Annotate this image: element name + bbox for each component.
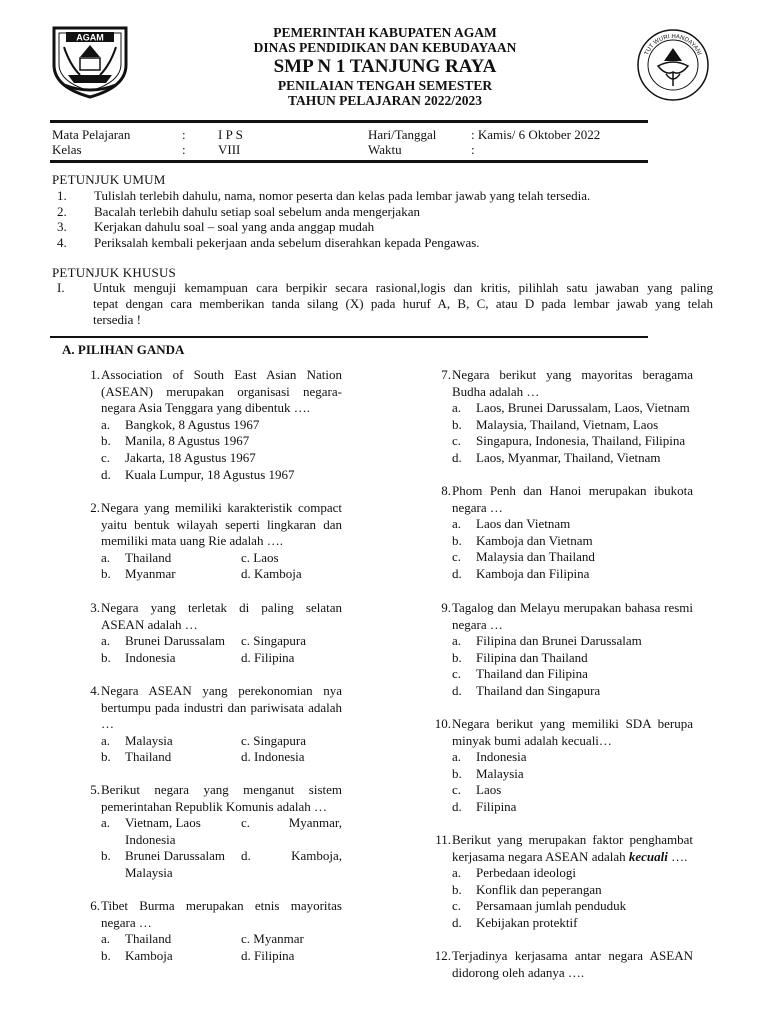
question-text: Terjadinya kerjasama antar negara ASEAN didorong oleh adanya ….	[452, 948, 693, 980]
option-b[interactable]: b. Filipina dan Thailand	[452, 649, 588, 665]
subject-label: Mata Pelajaran	[52, 127, 131, 142]
question-11: 11. Berikut yang merupakan faktor penghambat kerjasama negara ASEAN adalah kecuali …. a. Perbedaan ideologi b. Konflik dan peperangan c. Persamaan jumlah penduduk d. Kebijakan protektif	[435, 832, 693, 930]
time-value: :	[471, 142, 475, 157]
question-1: 1. Association of South East Asian Nation (ASEAN) merupakan organisasi negara-negara Asia Tenggara yang dibentuk …. a. Bangkok, 8 Agustus 1967 b. Manila, 8 Agustus 1967 c. Jakarta, 18 Agustus 1967 d. Kuala Lumpur, 18 Agustus 1967	[90, 367, 342, 482]
question-3: 3. Negara yang terletak di paling selatan ASEAN adalah … a. Brunei Darussalam c. Singapura b. Indonesia d. Filipina	[90, 600, 342, 665]
option-c[interactable]: c. Laos	[452, 782, 502, 798]
question-text: Berikut negara yang menganut sistem pemerintahan Republik Komunis adalah …	[101, 782, 342, 814]
question-7: 7. Negara berikut yang mayoritas beragama Budha adalah … a. Laos, Brunei Darussalam, Laos, Vietnam b. Malaysia, Thailand, Vietnam, Laos c. Singapura, Indonesia, Thailand, Filipina d. Laos, Myanmar, Thailand, Vietnam	[441, 367, 693, 465]
option-d[interactable]: d. Thailand dan Singapura	[452, 682, 601, 698]
emphasis-except: kecuali	[628, 848, 668, 864]
option-a[interactable]: a. Perbedaan ideologi	[452, 865, 576, 881]
question-text: Negara ASEAN yang perekonomian nya bertumpu pada industri dan pariwisata adalah …	[101, 683, 342, 732]
list-item: 2. Bacalah terlebih dahulu setiap soal sebelum anda mengerjakan	[57, 203, 420, 219]
header-divider	[50, 120, 648, 123]
option-d[interactable]: d. Indonesia	[241, 749, 305, 765]
question-text: Tibet Burma merupakan etnis mayoritas negara …	[101, 898, 342, 930]
option-a[interactable]: a. Bangkok, 8 Agustus 1967	[101, 416, 260, 432]
special-instructions-title: PETUNJUK KHUSUS	[52, 265, 176, 280]
question-text: Phom Penh dan Hanoi merupakan ibukota negara …	[452, 483, 693, 515]
question-10: 10. Negara berikut yang memiliki SDA berupa minyak bumi adalah kecuali… a. Indonesia b. Malaysia c. Laos d. Filipina	[434, 716, 693, 814]
question-12: 12. Terjadinya kerjasama antar negara ASEAN didorong oleh adanya ….	[434, 948, 693, 980]
subject-colon: :	[182, 127, 186, 142]
question-6: 6. Tibet Burma merupakan etnis mayoritas negara … a. Thailand c. Myanmar b. Kamboja d. Filipina	[90, 898, 342, 963]
time-label: Waktu	[368, 142, 402, 157]
academic-year: TAHUN PELAJARAN 2022/2023	[287, 93, 482, 108]
special-instructions-text-2: tepat dengan cara memberikan tanda silang (X) pada huruf A, B, C, atau D pada lembar jawab yang telah	[93, 296, 713, 311]
option-row-ac[interactable]: a. Vietnam, Laos c. Myanmar, Indonesia	[101, 815, 342, 847]
option-c[interactable]: c. Myanmar	[241, 931, 304, 947]
question-4: 4. Negara ASEAN yang perekonomian nya bertumpu pada industri dan pariwisata adalah … a. Malaysia c. Singapura b. Thailand d. Indonesia	[90, 683, 342, 765]
class-label: Kelas	[52, 142, 82, 157]
option-c[interactable]: c. Singapura	[241, 732, 306, 748]
list-item: 4. Periksalah kembali pekerjaan anda sebelum diserahkan kepada Pengawas.	[57, 234, 480, 250]
option-d[interactable]: d. Filipina	[452, 798, 517, 814]
option-d[interactable]: d. Filipina	[241, 649, 295, 665]
question-text: Negara yang memiliki karakteristik compact yaitu bentuk wilayah seperti lingkaran dan memiliki mata uang Rie adalah ….	[101, 500, 342, 549]
option-a[interactable]: a. Indonesia	[452, 749, 527, 765]
option-d[interactable]: d. Laos, Myanmar, Thailand, Vietnam	[452, 449, 661, 465]
question-5: 5. Berikut negara yang menganut sistem pemerintahan Republik Komunis adalah … a. Vietnam, Laos c. Myanmar, Indonesia b. Brunei Darussalam d. Kamboja, Malaysia	[90, 782, 342, 880]
option-b[interactable]: b. Manila, 8 Agustus 1967	[101, 433, 250, 449]
info-divider	[50, 160, 648, 163]
option-a[interactable]: a. Laos, Brunei Darussalam, Laos, Vietnam	[452, 400, 690, 416]
option-b[interactable]: b. Malaysia, Thailand, Vietnam, Laos	[452, 416, 659, 432]
logo-left-text: AGAM	[76, 32, 104, 43]
option-d[interactable]: d. Kuala Lumpur, 18 Agustus 1967	[101, 466, 295, 482]
option-d[interactable]: d. Kamboja	[241, 566, 302, 582]
question-text: Berikut yang merupakan faktor penghambat kerjasama negara ASEAN adalah kecuali ….	[452, 832, 693, 864]
question-2: 2. Negara yang memiliki karakteristik compact yaitu bentuk wilayah seperti lingkaran dan memiliki mata uang Rie adalah …. a. Thailand c. Laos b. Myanmar d. Kamboja	[90, 500, 342, 582]
general-instructions-title: PETUNJUK UMUM	[52, 172, 166, 187]
option-c[interactable]: c. Singapura, Indonesia, Thailand, Filipina	[452, 433, 686, 449]
question-text: Negara yang terletak di paling selatan ASEAN adalah …	[101, 600, 342, 632]
section-title: A. PILIHAN GANDA	[62, 342, 185, 357]
general-instructions-list	[57, 188, 657, 250]
section-divider	[50, 336, 648, 338]
question-8: 8. Phom Penh dan Hanoi merupakan ibukota negara … a. Laos dan Vietnam b. Kamboja dan Vietnam c. Malaysia dan Thailand d. Kamboja dan Filipina	[441, 483, 693, 581]
header-government: PEMERINTAH KABUPATEN AGAM	[273, 25, 497, 40]
special-instructions-number: I.	[57, 280, 65, 295]
option-c[interactable]: c. Laos	[241, 549, 279, 565]
tut-wuri-handayani-logo	[636, 28, 710, 102]
option-b[interactable]: b. Kamboja dan Vietnam	[452, 532, 593, 548]
option-d[interactable]: d. Kebijakan protektif	[452, 914, 578, 930]
option-d[interactable]: d. Filipina	[241, 947, 295, 963]
option-c[interactable]: c. Singapura	[241, 633, 306, 649]
option-c[interactable]: c. Jakarta, 18 Agustus 1967	[101, 449, 256, 465]
logo-right-text: TUT WURI HANDAYANI	[644, 33, 702, 57]
class-value: VIII	[218, 142, 241, 157]
question-text: Tagalog dan Melayu merupakan bahasa resmi negara …	[452, 600, 693, 632]
question-text: Negara berikut yang memiliki SDA berupa minyak bumi adalah kecuali…	[452, 716, 693, 748]
class-colon: :	[182, 142, 186, 157]
option-row-bd[interactable]: b. Brunei Darussalam d. Kamboja, Malaysia	[101, 848, 342, 880]
option-c[interactable]: c. Malaysia dan Thailand	[452, 549, 595, 565]
option-a[interactable]: a. Laos dan Vietnam	[452, 516, 571, 532]
special-instructions-text-1: Untuk menguji kemampuan cara berpikir secara rasional,logis dan kritis, pilihlah satu jawaban yang paling	[93, 280, 713, 295]
question-text: Negara berikut yang mayoritas beragama Budha adalah …	[452, 367, 693, 399]
option-a[interactable]: a. Filipina dan Brunei Darussalam	[452, 633, 642, 649]
exam-title: PENILAIAN TENGAH SEMESTER	[277, 78, 493, 93]
special-instructions-text-3: tersedia !	[93, 312, 142, 327]
list-item: 1. Tulislah terlebih dahulu, nama, nomor peserta dan kelas pada lembar jawab yang telah tersedia.	[57, 188, 591, 203]
question-text: Association of South East Asian Nation (ASEAN) merupakan organisasi negara-negara Asia Tenggara yang dibentuk ….	[101, 367, 342, 416]
option-c[interactable]: c. Persamaan jumlah penduduk	[452, 898, 627, 914]
question-9: 9. Tagalog dan Melayu merupakan bahasa resmi negara … a. Filipina dan Brunei Darussalam b. Filipina dan Thailand c. Thailand dan Filipina d. Thailand dan Singapura	[441, 600, 693, 698]
option-b[interactable]: b. Malaysia	[452, 765, 524, 781]
school-name: SMP N 1 TANJUNG RAYA	[273, 56, 497, 77]
list-item: 3. Kerjakan dahulu soal – soal yang anda anggap mudah	[57, 219, 375, 234]
day-date-value: : Kamis/ 6 Oktober 2022	[471, 127, 601, 142]
option-b[interactable]: b. Konflik dan peperangan	[452, 881, 602, 897]
option-d[interactable]: d. Kamboja dan Filipina	[452, 565, 590, 581]
subject-value: I P S	[218, 127, 243, 142]
agam-regency-logo	[50, 25, 130, 99]
day-date-label: Hari/Tanggal	[368, 127, 437, 142]
option-c[interactable]: c. Thailand dan Filipina	[452, 666, 588, 682]
header-department: DINAS PENDIDIKAN DAN KEBUDAYAAN	[253, 40, 517, 55]
